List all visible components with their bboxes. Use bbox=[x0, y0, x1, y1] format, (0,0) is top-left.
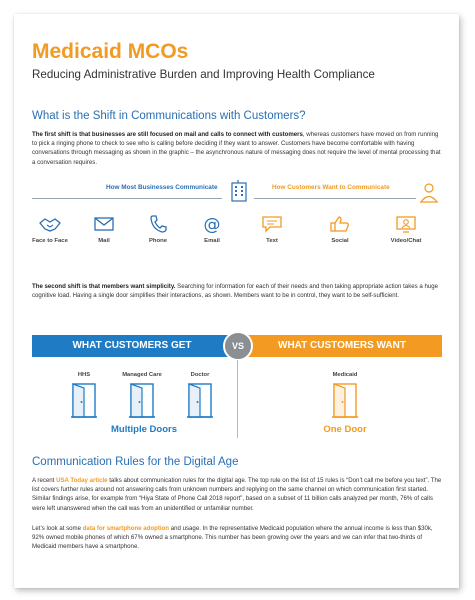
at-sign-icon bbox=[200, 214, 224, 234]
door-icon bbox=[331, 382, 359, 425]
customer-timeline-line bbox=[254, 198, 416, 199]
usa-today-article-link[interactable]: USA Today article bbox=[56, 477, 108, 484]
door-label-doctor: Doctor bbox=[190, 372, 210, 378]
page-subtitle: Reducing Administrative Burden and Improving Health Compliance bbox=[32, 68, 375, 81]
business-timeline-line bbox=[32, 198, 222, 199]
shift-paragraph-1-bold: The first shift is that businesses are still focused on mail and calls to connect with customers bbox=[32, 131, 303, 138]
handshake-icon bbox=[38, 214, 62, 234]
simplicity-paragraph-body: Searching for information for each of their needs and then taking appropriate action takes a huge cognitive load. Having a single door simplifies their interactions, as shown. Members want to be in control, they want to be self-sufficient. bbox=[32, 283, 439, 300]
customer-communication-label: How Customers Want to Communicate bbox=[272, 184, 390, 191]
channel-label: Mail bbox=[98, 238, 110, 244]
channel-social bbox=[320, 214, 360, 244]
video-chat-icon bbox=[394, 214, 418, 234]
shift-paragraph-1-body: , whereas customers have moved on from running to pick a ringing phone to check to see who is calling before deciding if they want to answer. Customers have become comfortable with having conversations through messaging as shown in the graphic – the asynchronous nature of messaging does not require the level of mental processing that a conversation requires. bbox=[32, 131, 441, 166]
channel-mail bbox=[84, 214, 124, 244]
channel-label: Text bbox=[266, 238, 278, 244]
simplicity-paragraph-bold: The second shift is that members want simplicity. bbox=[32, 283, 176, 290]
communication-channels-diagram bbox=[14, 172, 459, 264]
channel-label: Video/Chat bbox=[390, 238, 422, 244]
door-label-managed-care: Managed Care bbox=[122, 372, 162, 378]
door-icon bbox=[128, 382, 156, 425]
rules-paragraph-1 bbox=[32, 476, 442, 513]
comparison-divider bbox=[237, 360, 238, 438]
door-icon bbox=[70, 382, 98, 425]
document-page bbox=[14, 14, 459, 588]
channel-label: Social bbox=[331, 238, 349, 244]
rules-paragraph-2 bbox=[32, 524, 442, 552]
door-icon bbox=[186, 382, 214, 425]
channel-email bbox=[192, 214, 232, 244]
phone-icon bbox=[146, 214, 170, 234]
channel-phone bbox=[138, 214, 178, 244]
comparison-banner bbox=[32, 329, 442, 361]
person-at-desk-icon bbox=[418, 182, 440, 209]
rules-paragraph-1-body: talks about communication rules for the digital age. The top rule on the list of 15 rules is “Don’t call me before you text”. The list covers further rules around not answering calls from unknown numbers and replying on the same channel on which communication first started. Similar findings arise, for example from “Hiya State of Phone Call 2018 report”, based on a subset of 11 billion calls analyzed per month, 76% of calls were left unanswered when the call was from an unidentified or unfamiliar number. bbox=[32, 477, 442, 512]
rules-paragraph-2-lead: Let’s look at some bbox=[32, 525, 83, 532]
channel-text bbox=[252, 214, 292, 244]
one-door-caption: One Door bbox=[323, 424, 367, 435]
page-title: Medicaid MCOs bbox=[32, 40, 189, 63]
door-label-hhs: HHS bbox=[77, 372, 91, 378]
section-heading-shift: What is the Shift in Communications with Customers? bbox=[32, 110, 306, 122]
channel-label: Phone bbox=[149, 238, 167, 244]
envelope-icon bbox=[92, 214, 116, 234]
shift-paragraph-1 bbox=[32, 130, 442, 167]
smartphone-adoption-data-link[interactable]: data for smartphone adoption bbox=[82, 525, 170, 532]
channel-label: Email bbox=[204, 238, 220, 244]
rules-paragraph-2-body: and usage. In the representative Medicaid population where the annual income is less than $30k, 92% owned mobile phones of which 67% owned a smartphone. This number has been growing over the years and we can infer that two-thirds of Medicaid members have a smartphone. bbox=[32, 525, 433, 551]
rules-paragraph-1-lead: A recent bbox=[32, 477, 57, 484]
door-label-medicaid: Medicaid bbox=[332, 372, 358, 378]
customers-get-banner: WHAT CUSTOMERS GET bbox=[32, 335, 232, 357]
section-heading-rules: Communication Rules for the Digital Age bbox=[32, 456, 239, 468]
simplicity-paragraph bbox=[32, 282, 442, 300]
business-communication-label: How Most Businesses Communicate bbox=[106, 184, 218, 191]
vs-badge: VS bbox=[223, 331, 253, 361]
customers-want-banner: WHAT CUSTOMERS WANT bbox=[242, 335, 442, 357]
svg-text:@: @ bbox=[203, 215, 221, 234]
channel-video-chat bbox=[386, 214, 426, 244]
building-icon bbox=[228, 180, 250, 207]
channel-label: Face to Face bbox=[32, 238, 68, 244]
channel-face-to-face bbox=[30, 214, 70, 244]
thumbs-up-icon bbox=[328, 214, 352, 234]
chat-bubble-icon bbox=[260, 214, 284, 234]
multiple-doors-caption: Multiple Doors bbox=[111, 424, 177, 435]
